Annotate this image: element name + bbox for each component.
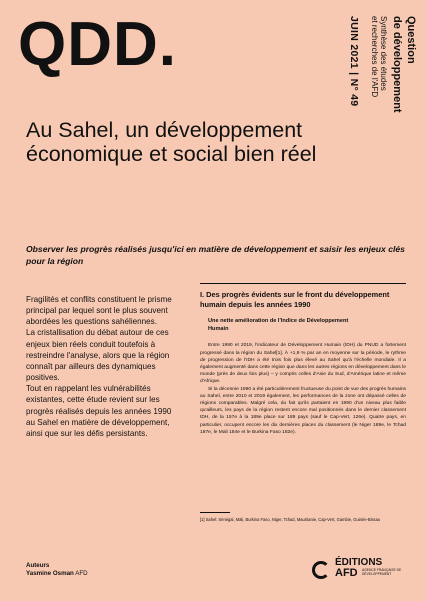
publisher-name-line2: AFD (335, 567, 358, 579)
series-name-line1: Question (405, 16, 417, 64)
intro-paragraph: Fragilités et conflits constituent le prisme principal par lequel sont le plus souvent abordées les questions sahéliennes. (26, 295, 172, 327)
footnote (200, 512, 406, 523)
author-affiliation: AFD (75, 570, 88, 578)
author-name: Yasmine Osman (26, 570, 74, 578)
section-body (200, 342, 406, 436)
intro-text (26, 294, 176, 439)
section-subheading: Une nette amélioration de l'Indice de Développement Humain (208, 318, 349, 332)
section-divider (200, 283, 406, 284)
series-subtitle-line1: Synthèse des études (379, 16, 388, 91)
page-title: Au Sahel, un développement économique et social bien réel (26, 118, 317, 167)
footnote-text: [1] Sahel: Sénégal, Mali, Burkina Faso, Niger, Tchad, Mauritanie, Cap-Vert, Gambie, Guinée-Bissau (200, 517, 381, 522)
footnote-divider (200, 512, 230, 513)
series-name-line2: de développement (390, 16, 403, 113)
issue-info: JUIN 2021 | N° 49 (348, 16, 360, 107)
page-subtitle: Observer les progrès réalisés jusqu'ici en matière de développement et saisir les enjeux clés pour la région (26, 244, 405, 266)
article-section (200, 283, 406, 436)
series-name (389, 16, 417, 113)
body-paragraph: Entre 1990 et 2019, l'indicateur de Développement Humain (IDH) du PNUD a fortement progressé dans la région du Sahel[1]. À +1,9 % par an en moyenne sur la période, le rythme de progression de l'IDH a été trois fois plus élevé au Sahel qu'à l'échelle mondiale. Il a également augmenté dans cette région que dans les autres régions en développement dans le monde (près de deux fois plus) – y compris celles d'Asie du Sud, d'Amérique latine et même d'Afrique. (200, 343, 406, 385)
body-paragraph: Si la décennie 1990 a été particulièrement fructueuse du point de vue des progrès humains au Sahel, entre 2010 et 2019 également, les performances de la zone ont dépassé celles de régions comparables. Malgré cela, du fait qu'ils partaient en 1990 d'un niveau plus faible qu'ailleurs, les pays de la région restent encore mal positionnés dans le dernier classement IDH, de la 157e à la 189e place sur 189 pays (sauf le Cap-Vert, 126e). Quatre pays, en particulier, occupent encore les dix dernières places du classement (le Niger 189e, le Tchad 187e, le Mali 184e et le Burkina Faso 182e). (200, 386, 406, 435)
publisher-mark-icon (312, 561, 330, 579)
series-header (312, 16, 417, 166)
intro-paragraph: Tout en rappelant les vulnérabilités existantes, cette étude revient sur les progrès réalisés depuis les années 1990 au Sahel en matière de développement, ainsi que sur les défis persistants. (26, 384, 172, 438)
section-title: I. Des progrès évidents sur le front du développement humain depuis les années 1990 (200, 290, 390, 309)
authors-label: Auteurs (26, 562, 50, 569)
publisher-name-line1: ÉDITIONS (335, 557, 383, 568)
publisher-logo (312, 558, 412, 586)
series-subtitle-line2: et recherches de l'AFD (370, 16, 380, 98)
authors-block (26, 562, 88, 579)
publisher-tagline: AGENCE FRANÇAISE DE DÉVELOPPEMENT (362, 568, 402, 576)
intro-paragraph: La cristallisation du débat autour de ces enjeux bien réels conduit toutefois à restreindre l'analyse, alors que la région connaît par ailleurs des dynamiques positives. (26, 328, 170, 383)
qdd-logo: QDD. (18, 10, 177, 79)
series-subtitle (369, 16, 387, 97)
